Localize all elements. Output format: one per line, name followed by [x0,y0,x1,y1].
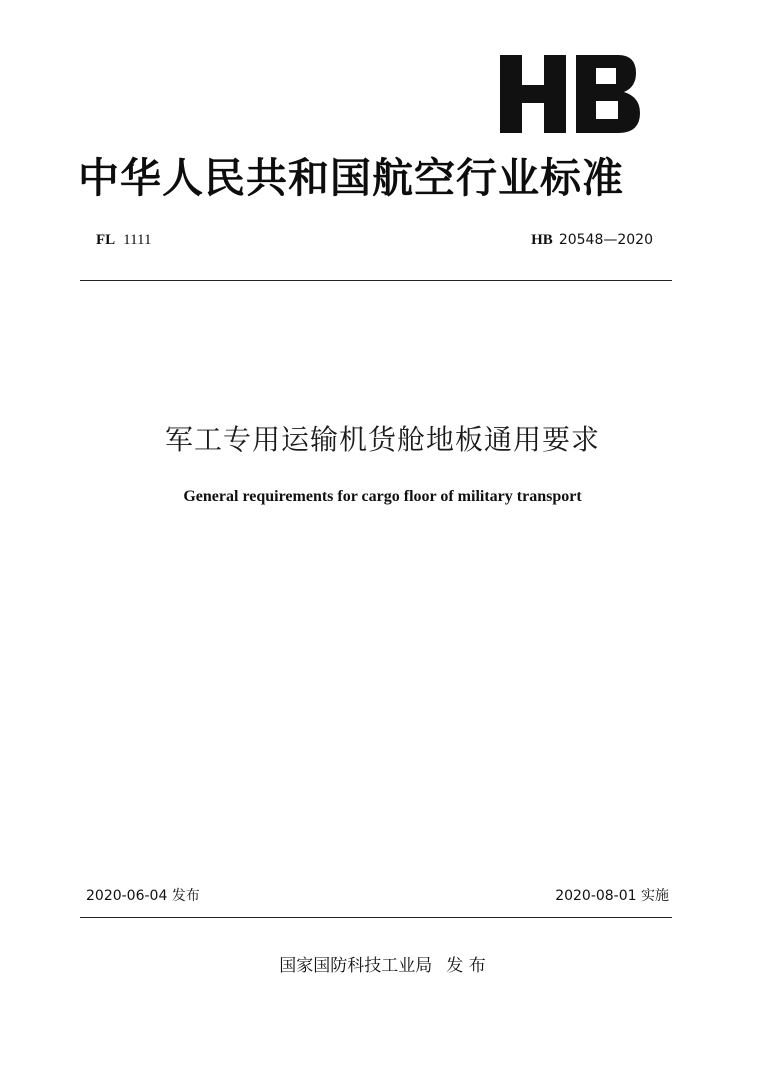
classification-code [96,230,152,250]
issuing-authority [0,954,765,978]
standard-number-value: 20548—2020 [558,232,653,248]
publish-date: 2020-06-04 发布 [86,888,200,904]
footer-divider [80,917,672,918]
issuer-action: 发 布 [446,956,486,976]
classification-value: 1111 [123,232,152,248]
classification-label: FL [96,232,116,248]
standard-category-title: 中华人民共和国航空行业标准 [78,154,624,202]
document-title-english: General requirements for cargo floor of military transport [183,488,582,505]
issuer-name: 国家国防科技工业局 [279,956,433,976]
implementation-date: 2020-08-01 实施 [555,888,669,904]
header-divider [80,280,672,281]
document-title-chinese: 军工专用运输机货舱地板通用要求 [164,423,600,456]
hb-logo [500,55,640,133]
standard-number [531,230,653,250]
standard-number-label: HB [531,232,553,248]
